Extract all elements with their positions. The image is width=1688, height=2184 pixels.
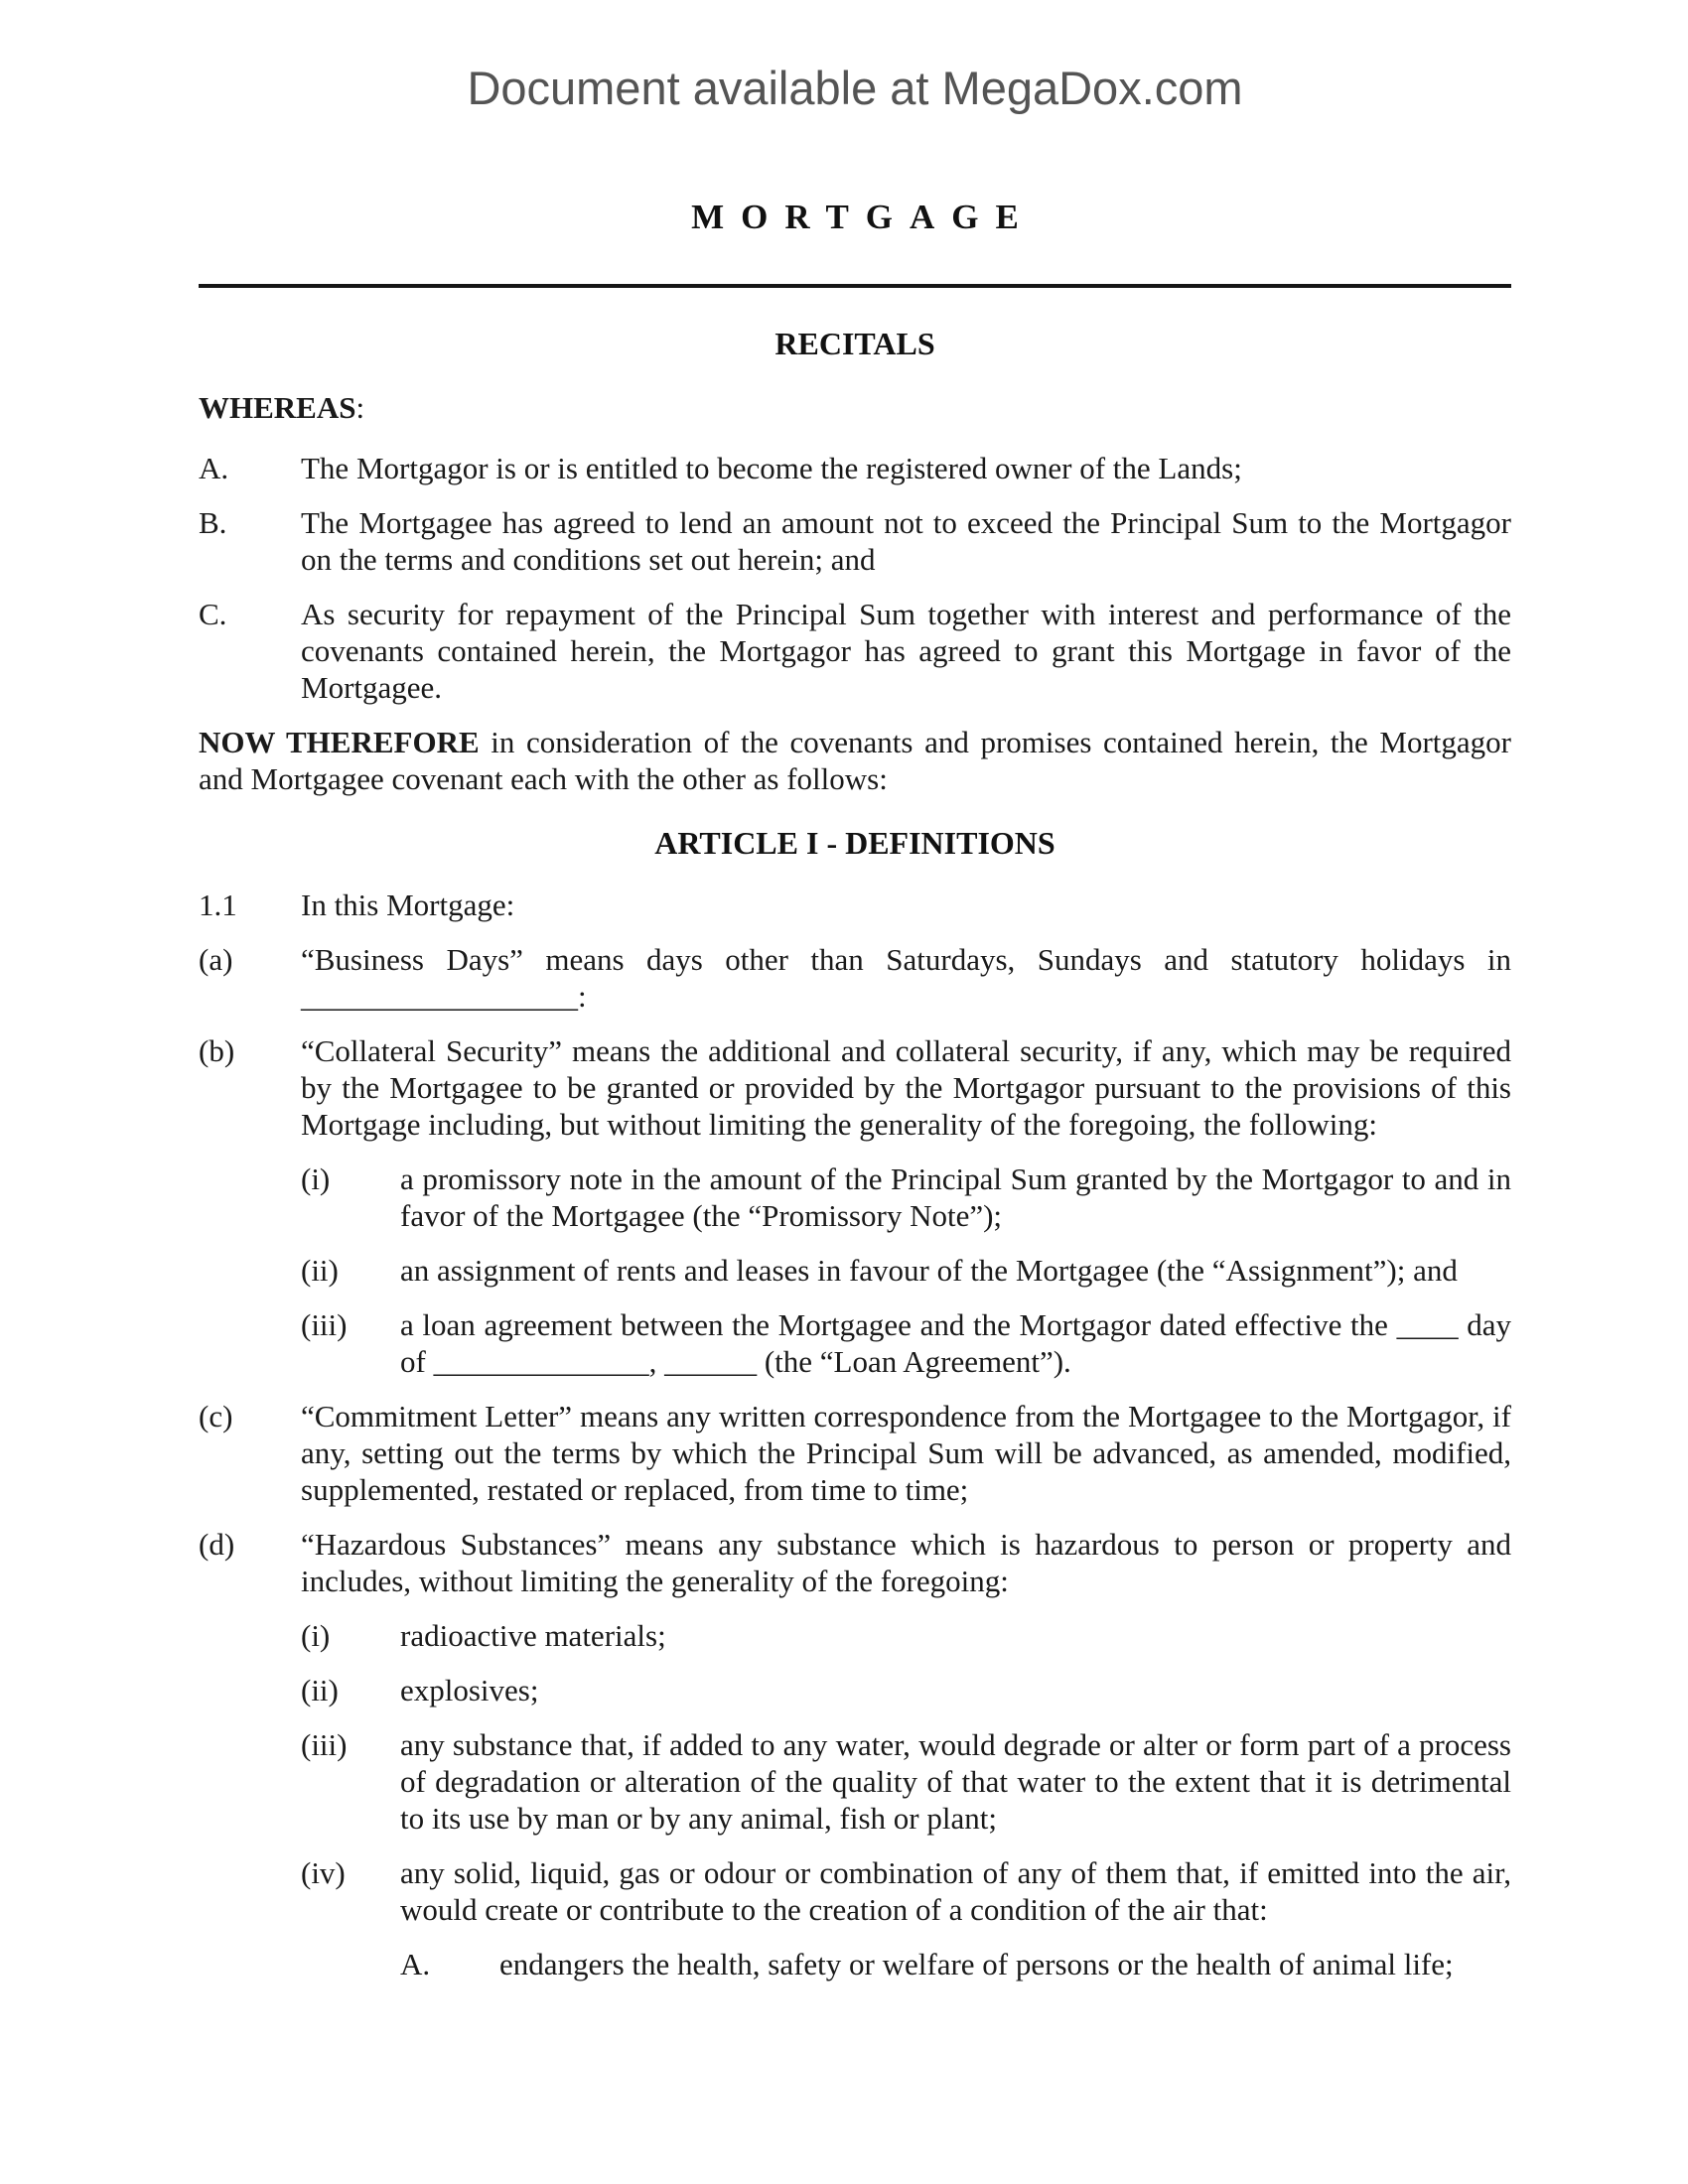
definition-a [199, 941, 1511, 1015]
definition-d-subitem-ii [301, 1672, 1511, 1708]
definition-d-subitem-iv [301, 1854, 1511, 1928]
definition-label: (b) [199, 1033, 235, 1068]
subitem-text: an assignment of rents and leases in favour of the Mortgagee (the “Assignment”); and [400, 1253, 1458, 1288]
definition-label: (d) [199, 1527, 235, 1562]
whereas-keyword: WHEREAS [199, 390, 356, 425]
clause-text: As security for repayment of the Principal Sum together with interest and performance of the covenants contained herein, the Mortgagor has agreed to grant this Mortgage in favor of the Mortgagee. [301, 597, 1511, 705]
subclause-text: endangers the health, safety or welfare of persons or the health of animal life; [499, 1947, 1454, 1981]
header-divider [199, 284, 1511, 288]
definition-c [199, 1398, 1511, 1508]
subitem-text: any solid, liquid, gas or odour or combination of any of them that, if emitted into the air, would create or contribute to the creation of a condition of the air that: [400, 1855, 1511, 1927]
subitem-label: (iv) [301, 1855, 346, 1890]
subclause-label: A. [400, 1947, 431, 1981]
now-therefore-text: in consideration of the covenants and promises contained herein, the Mortgagor and Mortgagee covenant each with the other as follows: [199, 725, 1511, 796]
clause-text: The Mortgagee has agreed to lend an amount not to exceed the Principal Sum to the Mortgagor on the terms and conditions set out herein; and [301, 505, 1511, 577]
definition-b-subitem-ii [301, 1252, 1511, 1289]
subitem-label: (ii) [301, 1253, 339, 1288]
recital-clause-b [199, 504, 1511, 578]
whereas-colon: : [355, 390, 365, 425]
definition-d-subitem-i [301, 1617, 1511, 1654]
definition-text: “Hazardous Substances” means any substance which is hazardous to person or property and includes, without limiting the generality of the foregoing: [301, 1527, 1511, 1598]
definition-label: (a) [199, 942, 233, 977]
subitem-text: a promissory note in the amount of the Principal Sum granted by the Mortgagor to and in favor of the Mortgagee (the “Promissory Note”); [400, 1161, 1511, 1233]
definition-b [199, 1032, 1511, 1143]
clause-label: C. [199, 597, 227, 631]
subitem-text: a loan agreement between the Mortgagee and the Mortgagor dated effective the ____ day of ______________, ______ (the “Loan Agreement”). [400, 1307, 1511, 1379]
subitem-label: (ii) [301, 1673, 339, 1707]
recital-clause-c [199, 596, 1511, 706]
recitals-heading: RECITALS [774, 326, 935, 361]
subitem-text: explosives; [400, 1673, 539, 1707]
definition-b-subitem-i [301, 1160, 1511, 1234]
definition-d-subitem-iii [301, 1726, 1511, 1837]
definition-text: “Business Days” means days other than Saturdays, Sundays and statutory holidays in __________________: [301, 942, 1511, 1014]
article-1-heading: ARTICLE I - DEFINITIONS [654, 825, 1055, 861]
subitem-text: any substance that, if added to any water, would degrade or alter or form part of a process of degradation or alteration of the quality of that water to the extent that it is detrimental to its use by man or by any animal, fish or plant; [400, 1727, 1511, 1836]
clause-label: B. [199, 505, 227, 540]
recital-clause-a [199, 450, 1511, 486]
whereas-line [199, 389, 1511, 426]
document-title: MORTGAGE [691, 198, 1036, 236]
subitem-label: (i) [301, 1618, 331, 1653]
now-therefore-keyword: NOW THEREFORE [199, 725, 480, 759]
subitem-label: (iii) [301, 1727, 348, 1762]
section-number: 1.1 [199, 887, 237, 922]
definition-text: “Commitment Letter” means any written correspondence from the Mortgagee to the Mortgagor, if any, setting out the terms by which the Principal Sum will be advanced, as amended, modified, supplemented, restated or replaced, from time to time; [301, 1399, 1511, 1507]
clause-text: The Mortgagor is or is entitled to become the registered owner of the Lands; [301, 451, 1242, 485]
definition-d [199, 1526, 1511, 1599]
clause-label: A. [199, 451, 229, 485]
watermark-text: Document available at MegaDox.com [467, 62, 1243, 114]
definition-d-subitem-iv-clause-a [400, 1946, 1511, 1982]
section-1-1 [199, 887, 1511, 923]
subitem-label: (i) [301, 1161, 331, 1196]
section-text: In this Mortgage: [301, 887, 515, 922]
definition-label: (c) [199, 1399, 233, 1433]
definition-text: “Collateral Security” means the additional and collateral security, if any, which may be required by the Mortgagee to be granted or provided by the Mortgagor pursuant to the provisions of this Mortgage including, but without limiting the generality of the foregoing, the following: [301, 1033, 1511, 1142]
definition-b-subitem-iii [301, 1306, 1511, 1380]
now-therefore-paragraph [199, 724, 1511, 797]
subitem-label: (iii) [301, 1307, 348, 1342]
subitem-text: radioactive materials; [400, 1618, 666, 1653]
